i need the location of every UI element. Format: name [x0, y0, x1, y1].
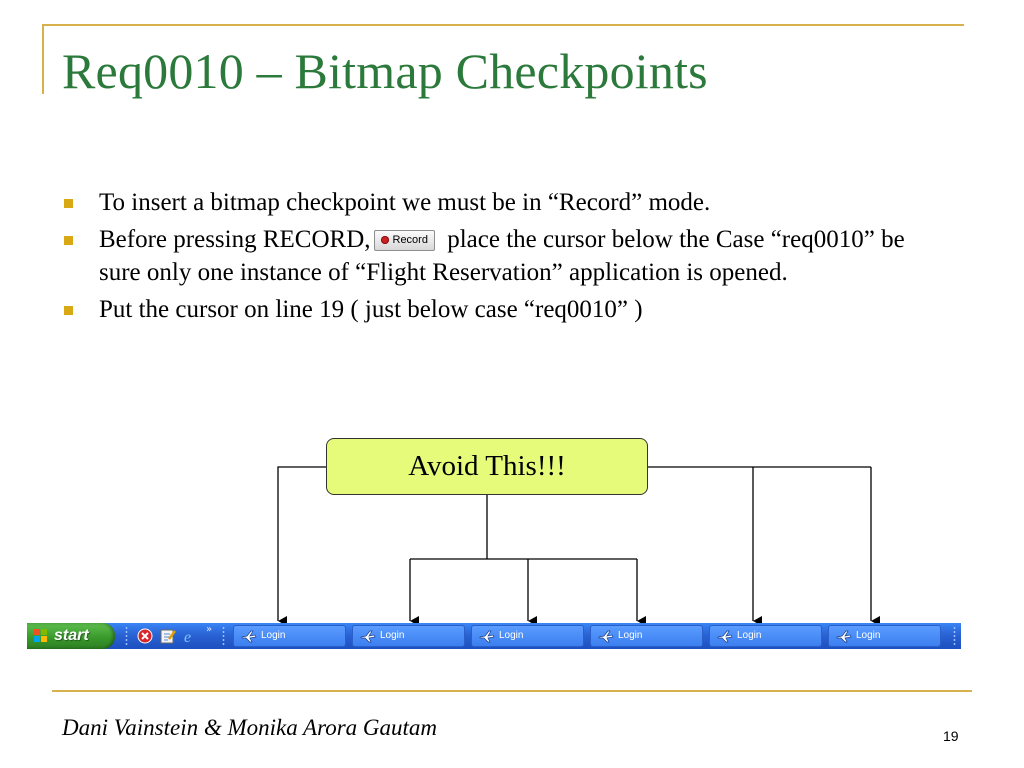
- record-button-label: Record: [392, 233, 428, 246]
- start-label: start: [54, 627, 89, 644]
- windows-taskbar: [27, 623, 961, 649]
- airplane-icon: [598, 629, 614, 643]
- footer-rule: [52, 690, 972, 692]
- task-label: Login: [499, 630, 524, 641]
- taskbar-end-grip[interactable]: [953, 626, 956, 646]
- quicklaunch-overflow-chevron-icon[interactable]: »: [206, 624, 213, 635]
- airplane-icon: [360, 629, 376, 643]
- slide-title: Req0010 – Bitmap Checkpoints: [62, 43, 708, 99]
- arrow-to-task-1: [278, 467, 326, 621]
- taskbar-task-login[interactable]: [828, 625, 941, 647]
- taskbar-task-login[interactable]: [709, 625, 822, 647]
- airplane-icon: [836, 629, 852, 643]
- quicklaunch-grip[interactable]: [125, 626, 128, 646]
- task-label: Login: [737, 630, 762, 641]
- bullet-text-after: place the cursor below the Case “req0010” be sure only one instance of “Flight Reservation” application is opened.: [99, 226, 905, 286]
- taskbar-task-login[interactable]: [471, 625, 584, 647]
- notepad-pen-icon[interactable]: [160, 628, 176, 644]
- task-label: Login: [856, 630, 881, 641]
- taskbar-task-login[interactable]: [233, 625, 346, 647]
- svg-text:e: e: [184, 629, 192, 644]
- airplane-icon: [479, 629, 495, 643]
- taskbar-task-login[interactable]: [590, 625, 703, 647]
- bullet-text: To insert a bitmap checkpoint we must be in “Record” mode.: [99, 189, 711, 216]
- close-circle-icon[interactable]: [137, 628, 153, 644]
- bullet-text: Put the cursor on line 19 ( just below case “req0010” ): [99, 296, 643, 323]
- taskbar-task-login[interactable]: [352, 625, 465, 647]
- task-label: Login: [618, 630, 643, 641]
- start-button[interactable]: [27, 623, 115, 649]
- avoid-this-callout: Avoid This!!!: [326, 438, 648, 495]
- bullet-text-before: Before pressing RECORD,: [99, 226, 371, 253]
- airplane-icon: [717, 629, 733, 643]
- page-number: 19: [943, 728, 959, 744]
- task-label: Login: [261, 630, 286, 641]
- airplane-icon: [241, 629, 257, 643]
- windows-flag-icon: [34, 629, 48, 643]
- taskbar-grip[interactable]: [222, 626, 225, 646]
- internet-explorer-icon[interactable]: [182, 628, 198, 644]
- task-label: Login: [380, 630, 405, 641]
- footer-author: Dani Vainstein & Monika Arora Gautam: [62, 715, 438, 740]
